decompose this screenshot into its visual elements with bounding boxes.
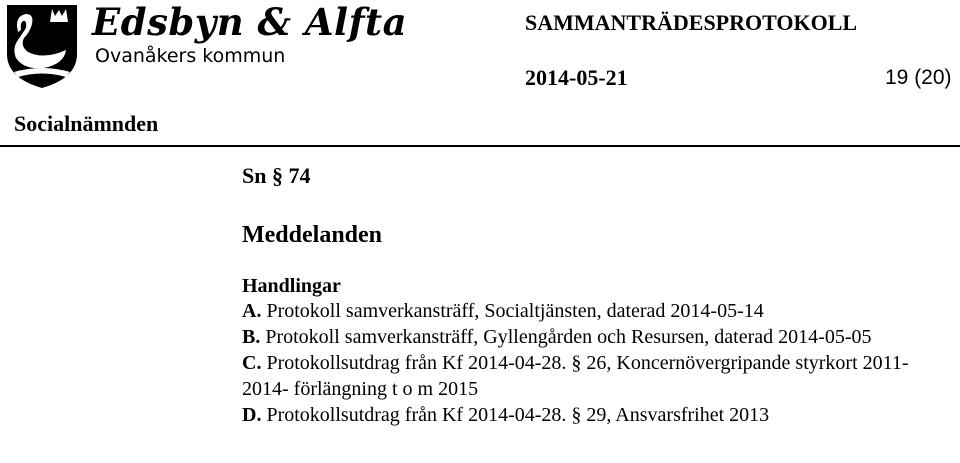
- list-item: [242, 324, 947, 350]
- committee-name: Socialnämnden: [14, 111, 159, 136]
- list-item: [242, 298, 947, 324]
- meeting-date: 2014-05-21: [525, 65, 628, 90]
- municipal-crest-swan-logo: [4, 2, 80, 90]
- page-number: 19 (20): [885, 66, 952, 89]
- paragraph-number: Sn § 74: [242, 163, 311, 188]
- section-subheading: Handlingar: [242, 275, 341, 297]
- municipality-subtitle: Ovanåkers kommun: [95, 45, 286, 67]
- document-list: [242, 298, 947, 428]
- item-letter: A.: [242, 300, 262, 322]
- crown-icon: [50, 9, 68, 22]
- item-text: Protokollsutdrag från Kf 2014-04-28. § 29, Ansvarsfrihet 2013: [266, 404, 770, 426]
- header-divider: [0, 145, 960, 147]
- item-text: Protokollsutdrag från Kf 2014-04-28. § 26, Koncernövergripande styrkort 2011-2014- förlängning t o m 2015: [242, 352, 909, 400]
- item-text: Protokoll samverkansträff, Socialtjänsten, daterad 2014-05-14: [266, 300, 764, 322]
- item-letter: C.: [242, 352, 262, 374]
- list-item: [242, 402, 947, 428]
- list-item: [242, 350, 947, 402]
- document-type: SAMMANTRÄDESPROTOKOLL: [525, 10, 858, 35]
- item-text: Protokoll samverkansträff, Gyllengården och Resursen, daterad 2014-05-05: [265, 326, 872, 348]
- municipality-name: Edsbyn & Alfta: [92, 0, 408, 44]
- section-title: Meddelanden: [242, 222, 383, 248]
- item-letter: D.: [242, 404, 262, 426]
- item-letter: B.: [242, 326, 261, 348]
